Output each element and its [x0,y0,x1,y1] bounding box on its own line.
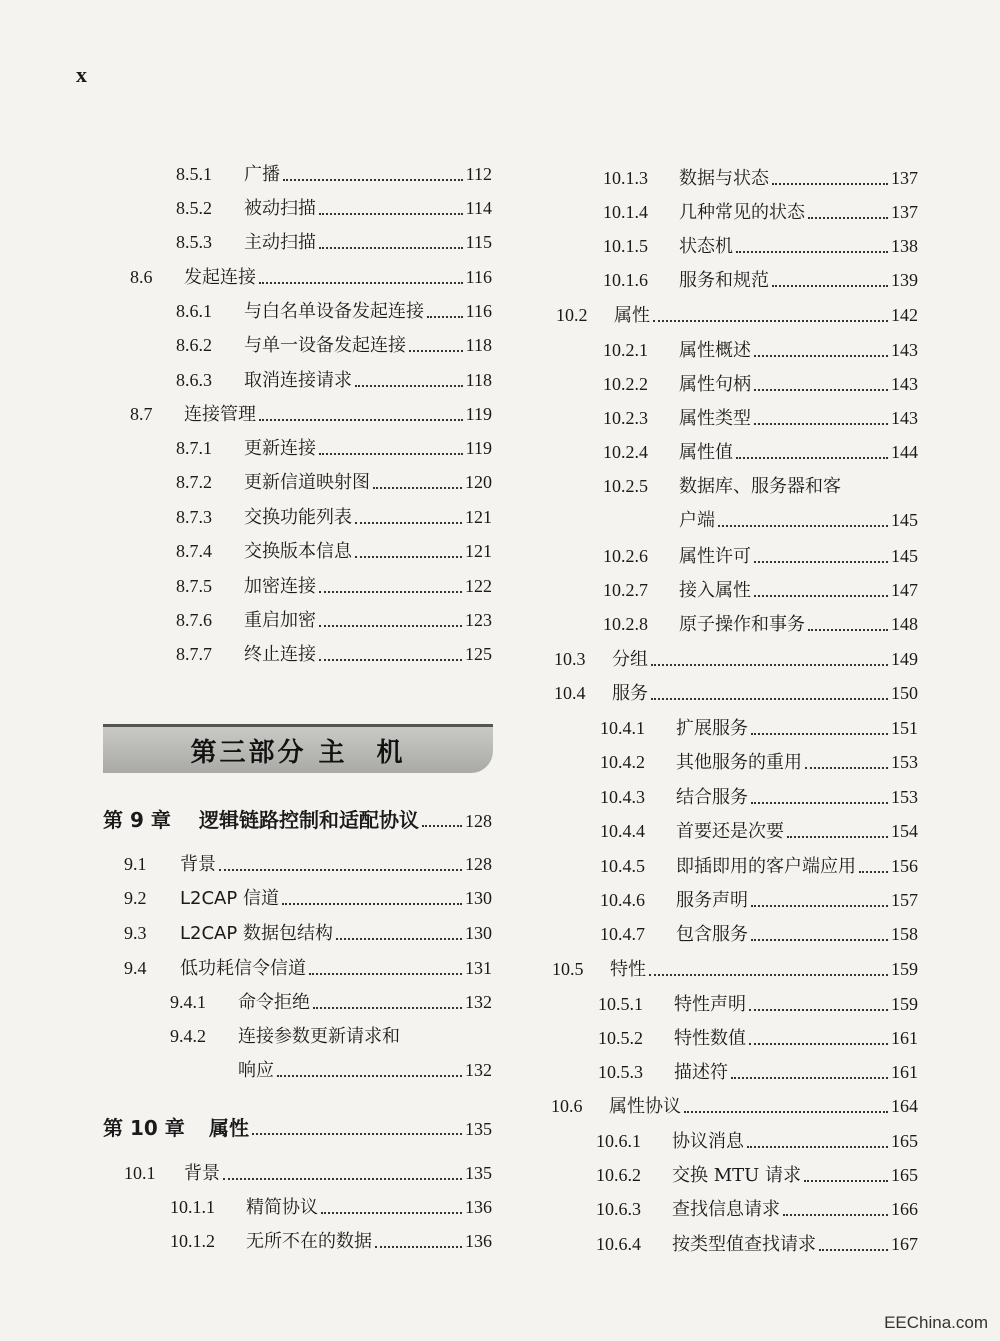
toc-number: 8.7.4 [176,541,212,561]
toc-page-number: 123 [465,610,492,630]
toc-number: 10.2.8 [603,614,648,634]
toc-number: 10.2.4 [603,442,648,462]
toc-title: 协议消息 [672,1131,744,1152]
toc-title: 结合服务 [676,787,748,808]
toc-number: 10.1.3 [603,168,648,188]
toc-entry [600,785,918,810]
toc-title: 服务 [612,683,648,704]
toc-title: 接入属性 [679,580,751,601]
toc-page-number: 161 [891,1028,918,1048]
toc-number: 10.4.6 [600,890,645,910]
toc-page-number: 132 [465,1060,492,1080]
toc-number: 8.7.1 [176,438,212,458]
toc-title: 交换 MTU 请求 [672,1165,802,1186]
toc-entry [598,1026,918,1051]
toc-leader-dots [651,698,888,700]
toc-number: 10.1.2 [170,1231,215,1251]
toc-page-number: 130 [465,888,492,908]
toc-leader-dots [653,320,888,322]
toc-leader-dots [747,1146,888,1148]
toc-title: 背景 [180,854,216,875]
toc-page-number: 119 [465,404,492,424]
toc-title: 无所不在的数据 [246,1231,372,1252]
toc-title: 命令拒绝 [238,992,310,1013]
toc-title: 扩展服务 [676,718,748,739]
toc-title: 取消连接请求 [244,370,352,391]
toc-page-number: 151 [891,718,918,738]
toc-title: 低功耗信令信道 [180,958,306,979]
toc-entry [603,372,918,397]
toc-page-number: 132 [465,992,492,1012]
toc-leader-dots [754,595,888,597]
toc-number: 8.5.3 [176,232,212,252]
toc-title: 其他服务的重用 [676,752,802,773]
toc-title: 与白名单设备发起连接 [244,301,424,322]
toc-leader-dots [751,802,888,804]
toc-leader-dots [772,285,888,287]
toc-entry [600,750,918,775]
page-marker: x [76,62,87,87]
toc-page-number: 153 [891,752,918,772]
toc-number: 8.7.5 [176,576,212,596]
toc-title: 几种常见的状态 [679,202,805,223]
toc-number: 8.5.2 [176,198,212,218]
toc-leader-dots [731,1077,888,1079]
toc-title: 按类型值查找请求 [672,1234,816,1255]
toc-title: 逻辑链路控制和适配协议 [199,808,419,832]
toc-leader-dots [804,1180,888,1182]
toc-title: 数据与状态 [679,168,769,189]
toc-number: 10.4.7 [600,924,645,944]
toc-number: 9.3 [124,923,147,943]
toc-leader-dots [718,525,888,527]
toc-entry [556,303,918,328]
toc-entry [596,1197,918,1222]
toc-title: 更新连接 [244,438,316,459]
toc-page-number: 120 [465,472,492,492]
toc-page-number: 143 [891,374,918,394]
toc-page-number: 158 [891,924,918,944]
toc-leader-dots [749,1009,888,1011]
toc-leader-dots [805,767,888,769]
toc-page-number: 138 [891,236,918,256]
toc-number: 10.5.2 [598,1028,643,1048]
toc-page-number: 145 [891,510,918,530]
toc-page-number: 156 [891,856,918,876]
toc-number: 10.6.3 [596,1199,641,1219]
toc-title: 即插即用的客户端应用 [676,856,856,877]
toc-title: 属性 [209,1116,249,1140]
toc-title: 广播 [244,164,280,185]
toc-title: 特性数值 [674,1028,746,1049]
toc-entry [603,474,918,499]
toc-number: 8.6.2 [176,335,212,355]
toc-page-number: 157 [891,890,918,910]
toc-title: 终止连接 [244,644,316,665]
toc-number: 8.5.1 [176,164,212,184]
toc-leader-dots [736,457,888,459]
toc-leader-dots [783,1214,888,1216]
toc-page-number: 144 [891,442,918,462]
toc-number: 10.1 [124,1163,156,1183]
toc-page-number: 116 [465,301,492,321]
toc-entry [600,819,918,844]
toc-entry [596,1129,918,1154]
toc-page-number: 112 [465,164,492,184]
toc-leader-dots [684,1111,888,1113]
toc-leader-dots [754,355,888,357]
toc-title: 特性 [610,959,646,980]
toc-title: 属性许可 [679,546,751,567]
toc-title: 分组 [612,649,648,670]
toc-page-number: 135 [465,1163,492,1183]
toc-title: 属性协议 [609,1096,681,1117]
toc-number: 第 10 章 [103,1116,185,1140]
toc-title-continuation: 户端 [679,510,715,531]
toc-page-number: 164 [891,1096,918,1116]
toc-entry [600,922,918,947]
toc-entry [554,681,918,706]
toc-entry [603,338,918,363]
watermark: EEChina.com [884,1313,988,1332]
toc-page-number: 118 [465,335,492,355]
toc-title: 包含服务 [676,924,748,945]
toc-number: 10.2.3 [603,408,648,428]
toc-leader-dots [751,733,888,735]
toc-leader-dots [808,217,888,219]
toc-leader-dots [754,389,888,391]
toc-page-number: 122 [465,576,492,596]
toc-entry [603,234,918,259]
part-banner: 第三部分 主 机 [103,724,493,773]
toc-number: 10.4.1 [600,718,645,738]
toc-page-number: 159 [891,994,918,1014]
toc-number: 8.7.7 [176,644,212,664]
toc-title: 属性值 [679,442,733,463]
toc-page-number: 161 [891,1062,918,1082]
toc-page-number: 125 [465,644,492,664]
toc-title: 数据库、服务器和客 [679,476,841,497]
toc-page-number: 137 [891,168,918,188]
toc-number: 9.4.1 [170,992,206,1012]
toc-title: 与单一设备发起连接 [244,335,406,356]
toc-number: 10.6.2 [596,1165,641,1185]
toc-number: 10.4.4 [600,821,645,841]
toc-page-number: 119 [465,438,492,458]
toc-title: 发起连接 [184,267,256,288]
toc-title: 背景 [184,1163,220,1184]
toc-number: 10.2.2 [603,374,648,394]
toc-title: 描述符 [674,1062,728,1083]
toc-page-number: 148 [891,614,918,634]
toc-page-number: 159 [891,959,918,979]
toc-entry [598,1060,918,1085]
toc-number: 8.7.2 [176,472,212,492]
toc-page-number: 143 [891,408,918,428]
toc-page-number: 114 [465,198,492,218]
toc-entry [600,716,918,741]
toc-title: 属性类型 [679,408,751,429]
toc-number: 10.5.3 [598,1062,643,1082]
toc-number: 10.6.4 [596,1234,641,1254]
toc-title: 原子操作和事务 [679,614,805,635]
toc-entry [603,166,918,191]
toc-number: 10.2 [556,305,588,325]
toc-leader-dots [651,664,888,666]
toc-entry [551,1094,918,1119]
toc-title: 特性声明 [674,994,746,1015]
toc-title: 重启加密 [244,610,316,631]
toc-page-number: 118 [465,370,492,390]
toc-entry [603,544,918,569]
toc-page-number: 128 [465,811,492,831]
toc-page-number: 165 [891,1165,918,1185]
toc-number: 10.1.5 [603,236,648,256]
toc-title: 服务声明 [676,890,748,911]
toc-title: 状态机 [679,236,733,257]
toc-number: 10.4.2 [600,752,645,772]
toc-leader-dots [754,561,888,563]
toc-entry [603,268,918,293]
toc-page-number: 135 [465,1119,492,1139]
toc-page-number: 147 [891,580,918,600]
toc-title: 精简协议 [246,1197,318,1218]
toc-number: 10.1.6 [603,270,648,290]
toc-entry-continuation [679,508,918,533]
toc-number: 第 9 章 [103,808,171,832]
toc-entry [554,647,918,672]
toc-number: 8.6 [130,267,153,287]
toc-entry [603,612,918,637]
toc-title-continuation: 响应 [238,1060,274,1081]
toc-page-number: 154 [891,821,918,841]
toc-title: 加密连接 [244,576,316,597]
toc-entry [603,440,918,465]
toc-page-number: 115 [465,232,492,252]
toc-number: 9.4 [124,958,147,978]
toc-page-number: 136 [465,1197,492,1217]
toc-page-number: 130 [465,923,492,943]
toc-page-number: 149 [891,649,918,669]
toc-page-number: 139 [891,270,918,290]
toc-title: 交换功能列表 [244,507,352,528]
toc-number: 10.6.1 [596,1131,641,1151]
toc-number: 10.4.3 [600,787,645,807]
toc-number: 10.2.6 [603,546,648,566]
toc-leader-dots [859,871,888,873]
toc-page-number: 153 [891,787,918,807]
toc-number: 10.5.1 [598,994,643,1014]
toc-leader-dots [754,423,888,425]
toc-page-number: 121 [465,507,492,527]
toc-title: 服务和规范 [679,270,769,291]
toc-title: 更新信道映射图 [244,472,370,493]
toc-number: 10.2.7 [603,580,648,600]
toc-title: L2CAP 信道 [180,888,279,909]
toc-number: 9.2 [124,888,147,908]
toc-title: 首要还是次要 [676,821,784,842]
toc-number: 9.1 [124,854,147,874]
toc-page-number: 131 [465,958,492,978]
toc-entry [552,957,918,982]
toc-number: 10.3 [554,649,586,669]
toc-page-number: 143 [891,340,918,360]
toc-entry [596,1232,918,1257]
toc-number: 8.7.3 [176,507,212,527]
toc-leader-dots [772,183,888,185]
toc-title: 属性 [614,305,650,326]
toc-leader-dots [787,836,888,838]
toc-leader-dots [751,939,888,941]
toc-number: 8.7.6 [176,610,212,630]
toc-leader-dots [749,1043,888,1045]
toc-title: 被动扫描 [244,198,316,219]
toc-title: 属性概述 [679,340,751,361]
toc-page-number: 167 [891,1234,918,1254]
toc-entry [600,854,918,879]
toc-number: 10.2.5 [603,476,648,496]
toc-page-number: 128 [465,854,492,874]
toc-page-number: 136 [465,1231,492,1251]
toc-page-number: 116 [465,267,492,287]
toc-number: 10.5 [552,959,584,979]
toc-number: 9.4.2 [170,1026,206,1046]
toc-title: 主动扫描 [244,232,316,253]
toc-leader-dots [649,974,888,976]
toc-entry [603,200,918,225]
toc-leader-dots [736,251,888,253]
toc-number: 8.6.1 [176,301,212,321]
toc-page-number: 137 [891,202,918,222]
toc-entry [598,992,918,1017]
toc-number: 10.4 [554,683,586,703]
toc-entry [600,888,918,913]
toc-page-number: 150 [891,683,918,703]
toc-leader-dots [819,1249,888,1251]
toc-entry [596,1163,918,1188]
toc-title: 属性句柄 [679,374,751,395]
toc-title: 交换版本信息 [244,541,352,562]
toc-number: 10.2.1 [603,340,648,360]
toc-page-number: 145 [891,546,918,566]
toc-number: 8.6.3 [176,370,212,390]
toc-number: 10.6 [551,1096,583,1116]
toc-entry [603,406,918,431]
toc-title: 连接管理 [184,404,256,425]
toc-number: 8.7 [130,404,153,424]
toc-leader-dots [808,629,888,631]
toc-page-number: 121 [465,541,492,561]
toc-title: L2CAP 数据包结构 [180,923,333,944]
toc-number: 10.1.4 [603,202,648,222]
toc-entry [603,578,918,603]
toc-page-number: 165 [891,1131,918,1151]
toc-title: 查找信息请求 [672,1199,780,1220]
toc-page-number: 142 [891,305,918,325]
toc-page-number: 166 [891,1199,918,1219]
toc-number: 10.4.5 [600,856,645,876]
toc-leader-dots [751,905,888,907]
toc-title: 连接参数更新请求和 [238,1026,400,1047]
toc-number: 10.1.1 [170,1197,215,1217]
